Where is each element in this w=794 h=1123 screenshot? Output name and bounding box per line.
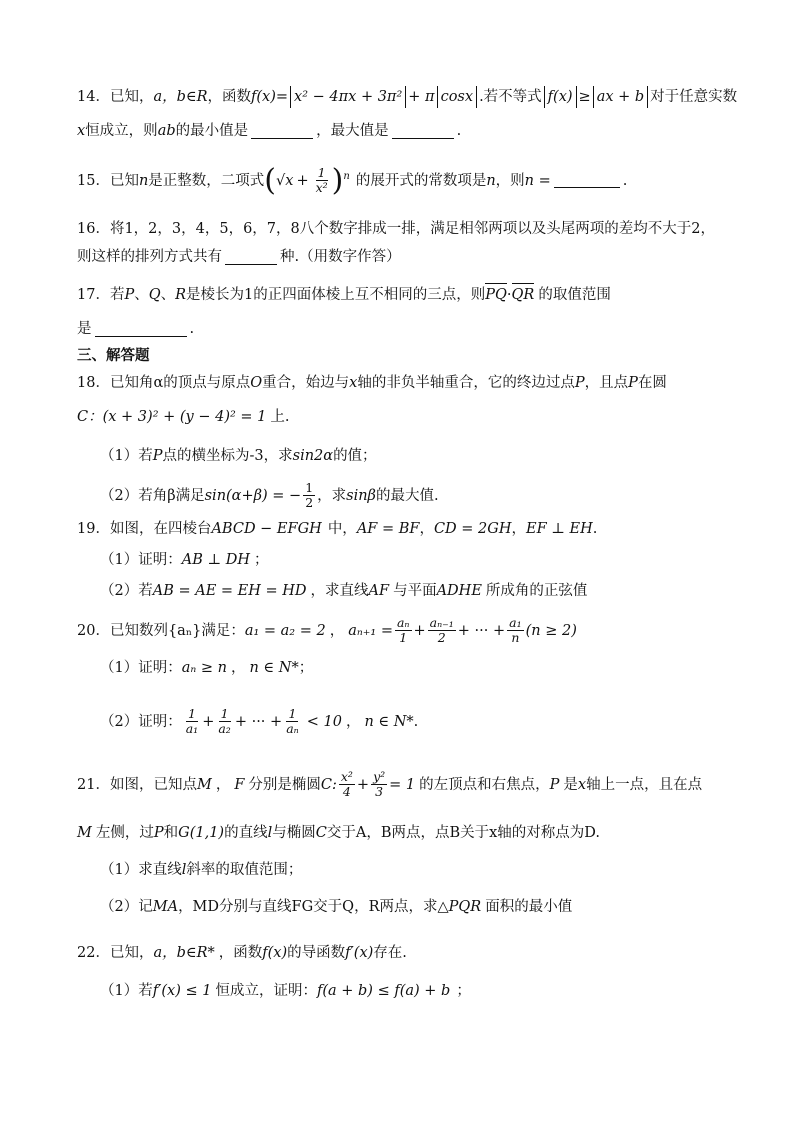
fraction: $\frac{1}{\text{a₁}}$ [185, 706, 199, 736]
fraction: $\frac{1}{2}$ [305, 480, 314, 510]
question-22: 22． 已知， a，b∈R* ，函数 f(x) 的导函数 f′(x) 存在. [77, 942, 754, 964]
question-number: 19． [77, 521, 110, 537]
question-21-line-1: 21． 如图，已知点 M ， F 分别是椭圆 C: $\frac{\text{x²}}{4}$ + $\frac{\text{y²}}{3}$ = 1 的左顶点和右焦点， P 是 x 轴上一点，且在点 [77, 769, 703, 799]
question-21-part-2: （2）记 MA ，MD分别与直线FG交于Q，R两点，求 △PQR 面积的最小值 [100, 899, 573, 915]
answer-blank[interactable] [392, 124, 454, 139]
answer-blank[interactable] [225, 250, 277, 265]
question-19-part-1: （1）证明： AB ⊥ DH ； [100, 552, 269, 568]
question-18-line-2: C ：(x + 3)² + (y − 4)² = 1 上. [77, 409, 290, 425]
fraction: $\frac{1}{\text{x²}}$ [315, 165, 328, 195]
fraction: $\frac{\text{aₙ₋₁}}{2}$ [429, 615, 454, 645]
question-14-line-2: x 恒成立，则 ab 的最小值是 ，最大值是 . [77, 123, 462, 139]
question-number: 14． [77, 89, 110, 105]
question-number: 22． [77, 945, 110, 961]
answer-blank[interactable] [251, 124, 313, 139]
question-number: 20． [77, 622, 110, 639]
question-number: 15． [77, 172, 110, 189]
question-17-line-1: 17． 若 P 、 Q 、 R 是棱长为1的正四面体棱上互不相同的三点，则 PQ · QR 的取值范围 [77, 284, 754, 306]
vector-pq: PQ [485, 284, 507, 306]
question-14-line-1: 14． 已知， a，b∈R ，函数 f(x)= x² − 4πx + 3π² + π cosx .若不等式 f(x) ≥ ax + b 对于任意实数 [77, 86, 754, 108]
answer-blank[interactable] [554, 173, 620, 188]
question-20-part-2: （2）证明： $\frac{1}{\text{a₁}}$ + $\frac{1}{\text{a₂}}$ + ··· + $\frac{1}{\text{aₙ}}$ < 10 ， n ∈ N* . [100, 706, 419, 736]
question-16-line-1: 16． 将1，2，3，4，5，6，7，8八个数字排成一排，满足相邻两项以及头尾两项的差均不大于2， [77, 218, 754, 240]
question-17-line-2: 是 . [77, 321, 195, 337]
fraction: $\frac{\text{a₁}}{n}$ [509, 615, 522, 645]
fraction: $\frac{\text{y²}}{3}$ [373, 769, 386, 799]
question-18-part-2: （2）若角β满足 sin(α+β) = − $\frac{1}{2}$ ，求 sinβ 的最大值. [100, 480, 439, 510]
fraction: $\frac{\text{x²}}{4}$ [340, 769, 353, 799]
fraction: $\frac{1}{\text{aₙ}}$ [286, 706, 299, 736]
question-15: 15． 已知 n 是正整数，二项式 ( √x + $\frac{1}{\text{x²}}$ ) $^n$ 的展开式的常数项是 n ，则 n = . [77, 162, 628, 198]
question-21-part-1: （1）求直线 l 斜率的取值范围； [100, 862, 303, 878]
question-19: 19． 如图，在四棱台 ABCD − EFGH 中， AF = BF ， CD = 2GH ， EF ⊥ EH . [77, 518, 754, 540]
vector-qr: QR [512, 284, 535, 306]
question-18-line-1: 18． 已知角α的顶点与原点 O 重合，始边与 x 轴的非负半轴重合，它的终边过点 P ，且点 P 在圆 [77, 372, 754, 394]
question-16-line-2: 则这样的排列方式共有 种.（用数字作答） [77, 249, 401, 265]
question-number: 16． [77, 221, 110, 237]
question-18-part-1: （1）若 P 点的横坐标为-3，求 sin2α 的值； [100, 448, 377, 464]
fraction: $\frac{1}{\text{a₂}}$ [218, 706, 231, 736]
question-22-part-1: （1）若 f′(x) ≤ 1 恒成立，证明： f(a + b) ≤ f(a) + b ； [100, 983, 471, 999]
question-20-part-1: （1）证明： aₙ ≥ n ， n ∈ N* ； [100, 660, 314, 676]
section-heading: 三、解答题 [77, 348, 150, 364]
question-number: 21． [77, 776, 110, 793]
fraction: $\frac{\text{aₙ}}{1}$ [396, 615, 410, 645]
answer-blank[interactable] [95, 322, 187, 337]
question-19-part-2: （2）若 AB = AE = EH = HD ，求直线 AF 与平面 ADHE 所成角的正弦值 [100, 583, 588, 599]
question-number: 17． [77, 287, 110, 303]
question-20: 20． 已知数列{aₙ}满足： a₁ = a₂ = 2 ， aₙ₊₁ = $\frac{\text{aₙ}}{1}$ + $\frac{\text{aₙ₋₁}}{2}$ + ··· + $\frac{\text{a₁}}{n}$ (n ≥ 2) [77, 615, 577, 645]
question-21-line-2: M 左侧，过 P 和 G(1,1) 的直线 l 与椭圆 C 交于A，B两点，点B关于x轴的对称点为D. [77, 825, 601, 841]
question-number: 18． [77, 375, 110, 391]
